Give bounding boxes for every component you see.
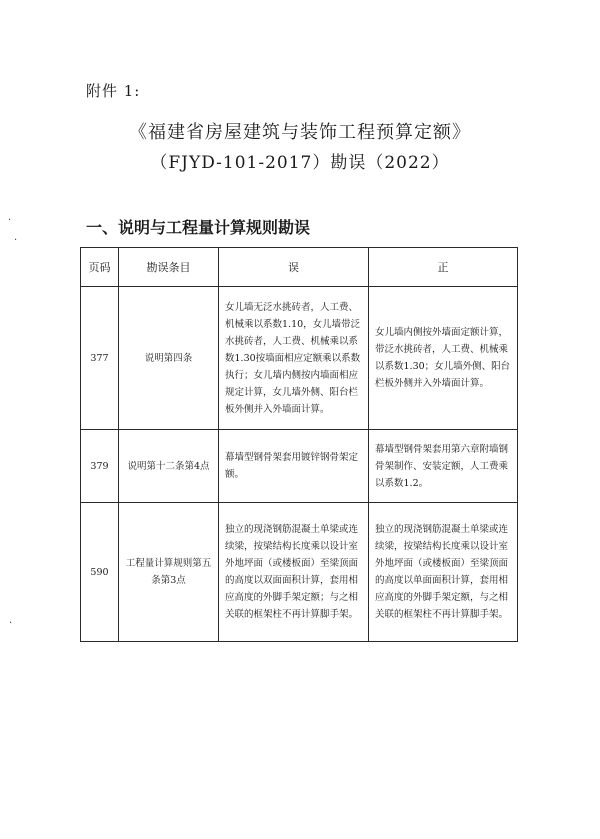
row-clause: 工程量计算规则第五条第3点 <box>119 503 219 642</box>
row-clause: 说明第十二条第4点 <box>119 430 219 503</box>
header-correct: 正 <box>369 248 518 287</box>
row-page: 377 <box>81 287 119 430</box>
row-wrong-text: 幕墙型钢骨架套用镀锌钢骨架定额。 <box>219 430 369 503</box>
row-wrong-text: 女儿墙无泛水挑砖者，人工费、机械乘以系数1.10，女儿墙带泛水挑砖者，人工费、机械乘以系数1.30按墙面相应定额乘以系数执行；女儿墙内侧按内墙面相应规定计算，女儿墙外侧、阳台栏板外侧并入外墙面计算。 <box>219 287 369 430</box>
document-subtitle: （FJYD-101-2017）勘误（2022） <box>150 153 450 173</box>
scan-speck: · <box>9 618 13 629</box>
header-page: 页码 <box>81 248 119 287</box>
row-correct-text: 幕墙型钢骨架套用第六章附墙钢骨架制作、安装定额，人工费乘以系数1.2。 <box>369 430 518 503</box>
table-row <box>81 503 518 642</box>
attachment-label: 附件 1: <box>86 82 141 100</box>
section-heading: 一、说明与工程量计算规则勘误 <box>86 218 311 237</box>
header-wrong: 误 <box>219 248 369 287</box>
row-page: 379 <box>81 430 119 503</box>
document-title: 《福建省房屋建筑与装饰工程预算定额》 <box>129 122 471 143</box>
table-row <box>81 287 518 430</box>
row-correct-text: 女儿墙内侧按外墙面定额计算，带泛水挑砖者，人工费、机械乘以系数1.30；女儿墙外侧、阳台栏板外侧并入外墙面计算。 <box>369 287 518 430</box>
scan-speck: · <box>14 235 18 246</box>
row-wrong-text: 独立的现浇钢筋混凝土单梁或连续梁，按梁结构长度乘以设计室外地坪面（或楼板面）至梁顶面的高度以双面面积计算，套用相应高度的外脚手架定额；与之相关联的框架柱不再计算脚手架。 <box>219 503 369 642</box>
table-row <box>81 430 518 503</box>
row-correct-text: 独立的现浇钢筋混凝土单梁或连续梁，按梁结构长度乘以设计室外地坪面（或楼板面）至梁顶面的高度以单面面积计算，套用相应高度的外脚手架定额，与之相关联的框架柱不再计算脚手架。 <box>369 503 518 642</box>
errata-table <box>80 247 518 642</box>
header-clause: 勘误条目 <box>119 248 219 287</box>
row-clause: 说明第四条 <box>119 287 219 430</box>
scan-speck: · <box>8 215 12 226</box>
table-header-row <box>81 248 518 287</box>
row-page: 590 <box>81 503 119 642</box>
